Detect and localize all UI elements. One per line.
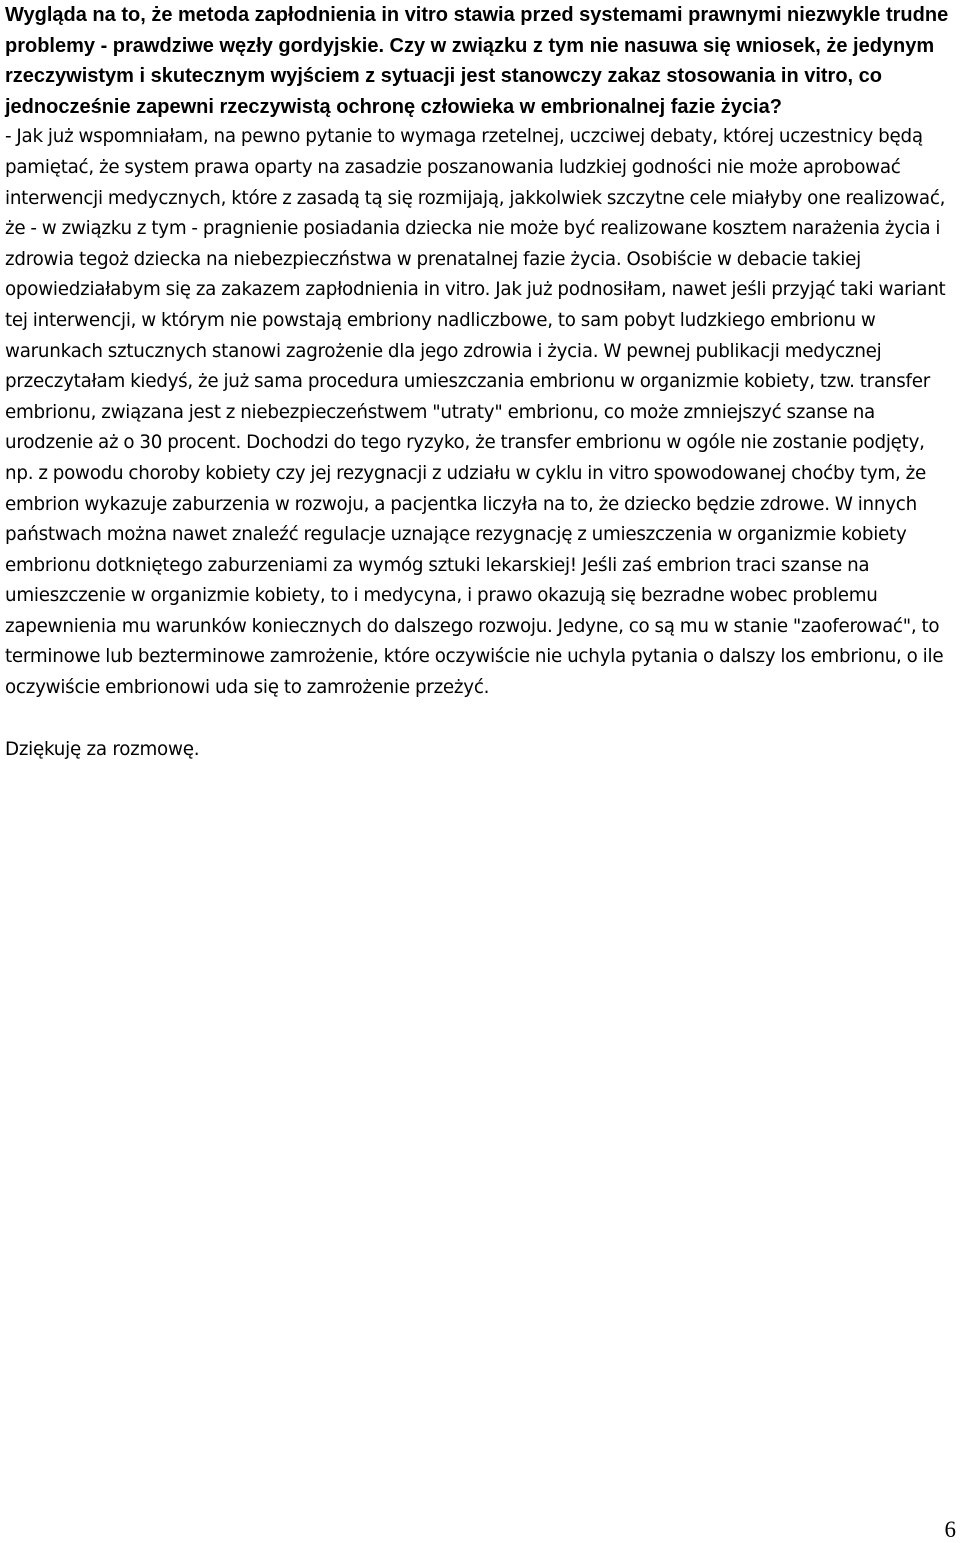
closing-remark: Dziękuję za rozmowę. xyxy=(5,738,200,760)
page-number: 6 xyxy=(944,1517,956,1542)
document-page xyxy=(5,0,955,765)
interview-question: Wygląda na to, że metoda zapłodnienia in vitro stawia przed systemami prawnymi niezwykle trudne problemy - prawdziwe węzły gordyjskie. Czy w związku z tym nie nasuwa się wniosek, że jedynym rzeczywistym i skutecznym wyjściem z sytuacji jest stanowczy zakaz stosowania in vitro, co jednocześnie zapewni rzeczywistą ochronę człowieka w embrionalnej fazie życia? xyxy=(5,4,949,118)
interview-answer: - Jak już wspomniałam, na pewno pytanie to wymaga rzetelnej, uczciwej debaty, której uczestnicy będą pamiętać, że system prawa oparty na zasadzie poszanowania ludzkiej godności nie może aprobować interwencji medycznych, które z zasadą tą się rozmijają, jakkolwiek szczytne cele miałyby one realizować, że - w związku z tym - pragnienie posiadania dziecka nie może być realizowane kosztem narażenia życia i zdrowia tegoż dziecka na niebezpieczństwa w prenatalnej fazie życia. Osobiście w debacie takiej opowiedziałabym się za zakazem zapłodnienia in vitro. Jak już podnosiłam, nawet jeśli przyjąć taki wariant tej interwencji, w którym nie powstają embriony nadliczbowe, to sam pobyt ludzkiego embrionu w warunkach sztucznych stanowi zagrożenie dla jego zdrowia i życia. W pewnej publikacji medycznej przeczytałam kiedyś, że już sama procedura umieszczania embrionu w organizmie kobiety, tzw. transfer embrionu, związana jest z niebezpieczeństwem "utraty" embrionu, co może zmniejszyć szanse na urodzenie aż o 30 procent. Dochodzi do tego ryzyko, że transfer embrionu w ogóle nie zostanie podjęty, np. z powodu choroby kobiety czy jej rezygnacji z udziału w cyklu in vitro spowodowanej choćby tym, że embrion wykazuje zaburzenia w rozwoju, a pacjentka liczyła na to, że dziecko będzie zdrowe. W innych państwach można nawet znaleźć regulacje uznające rezygnację z umieszczenia w organizmie kobiety embrionu dotkniętego zaburzeniami za wymóg sztuki lekarskiej! Jeśli zaś embrion traci szanse na umieszczenie w organizmie kobiety, to i medycyna, i prawo okazują się bezradne wobec problemu zapewnienia mu warunków koniecznych do dalszego rozwoju. Jedyne, co są mu w stanie "zaoferować", to terminowe lub bezterminowe zamrożenie, które oczywiście nie uchyla pytania o dalszy los embrionu, o ile oczywiście embrionowi uda się to zamrożenie przeżyć. xyxy=(5,126,946,699)
